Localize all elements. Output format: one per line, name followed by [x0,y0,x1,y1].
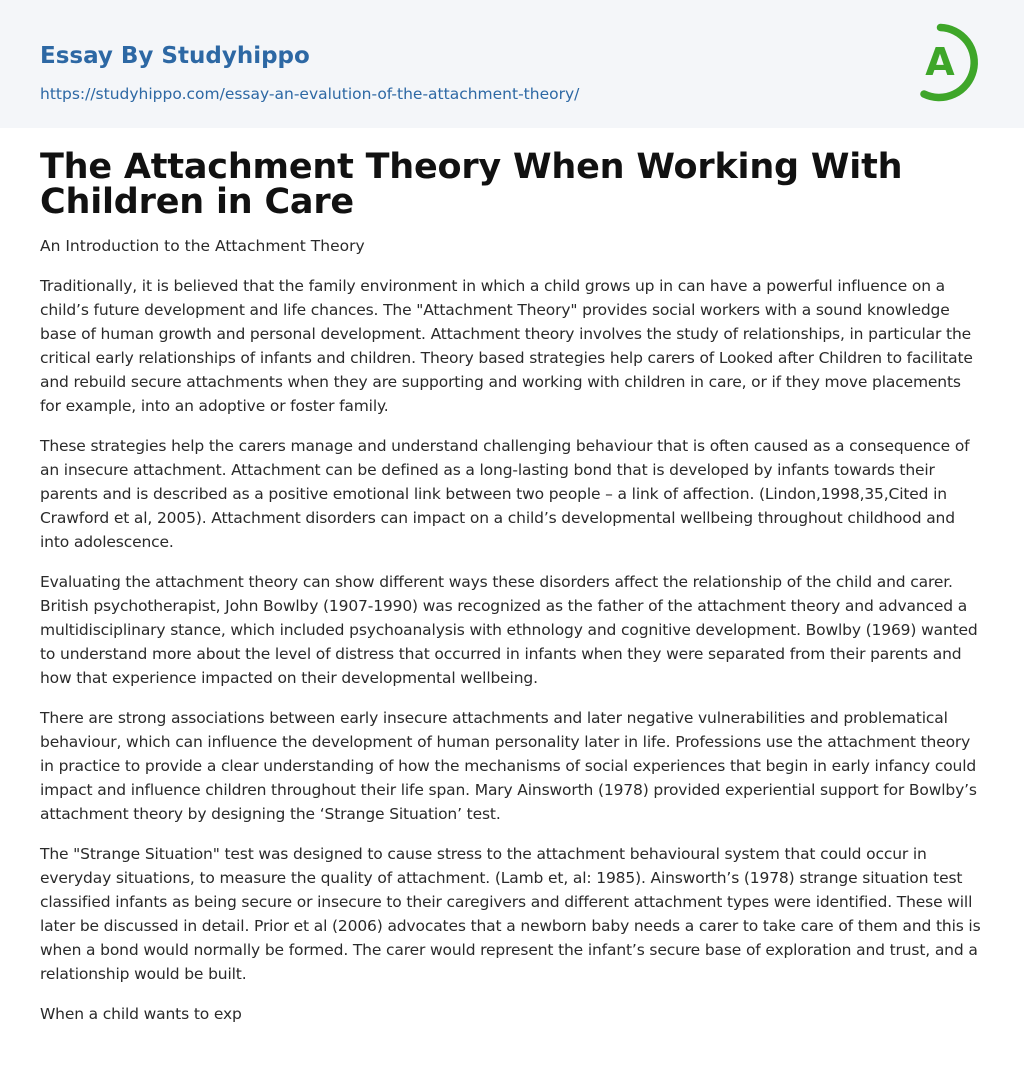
essay-url-link[interactable]: https://studyhippo.com/essay-an-evalution-of-the-attachment-theory/ [40,85,580,103]
paragraph-6-truncated: When a child wants to exp [40,1005,242,1023]
article-title: The Attachment Theory When Working With Children in Care [40,147,903,222]
article-subtitle: An Introduction to the Attachment Theory [40,237,365,255]
paragraph-1: Traditionally, it is believed that the family environment in which a child grows up in can have a powerful influence on a child’s future development and life chances. The "Attachment Theory" provides social workers with a sound knowledge base of human growth and personal development. Attachment theory involves the study of relationships, in particular the critical early relationships of infants and children. Theory based strategies help carers of Looked after Children to facilitate and rebuild secure attachments when they are supporting and working with children in care, or if they move placements for example, into an adoptive or foster family. [40,277,973,415]
paragraph-5: The "Strange Situation" test was designed to cause stress to the attachment behavioural system that could occur in everyday situations, to measure the quality of attachment. (Lamb et, al: 1985). Ainsworth’s (1978) strange situation test classified infants as being secure or insecure to their caregivers and different attachment types were identified. These will later be discussed in detail. Prior et al (2006) advocates that a newborn baby needs a carer to take care of them and this is when a bond would normally be formed. The carer would represent the infant’s secure base of exploration and trust, and a relationship would be built. [40,845,981,983]
logo-letter: A [925,40,955,84]
paragraph-3: Evaluating the attachment theory can show different ways these disorders affect the relationship of the child and carer. British psychotherapist, John Bowlby (1907-1990) was recognized as the father of the attachment theory and advanced a multidisciplinary stance, which included psychoanalysis with ethnology and cognitive development. Bowlby (1969) wanted to understand more about the level of distress that occurred in infants when they were separated from their parents and how that experience impacted on their developmental wellbeing. [40,573,978,687]
site-brand[interactable]: Essay By Studyhippo [40,43,310,69]
paragraph-2: These strategies help the carers manage and understand challenging behaviour that is often caused as a consequence of an insecure attachment. Attachment can be defined as a long-lasting bond that is developed by infants towards their parents and is described as a positive emotional link between two people – a link of affection. (Lindon,1998,35,Cited in Crawford et al, 2005). Attachment disorders can impact on a child’s developmental wellbeing throughout childhood and into adolescence. [40,437,970,551]
paragraph-4: There are strong associations between early insecure attachments and later negative vulnerabilities and problematical behaviour, which can influence the development of human personality later in life. Professions use the attachment theory in practice to provide a clear understanding of how the mechanisms of social experiences that begin in early infancy could impact and influence children throughout their life span. Mary Ainsworth (1978) provided experiential support for Bowlby’s attachment theory by designing the ‘Strange Situation’ test. [40,709,977,823]
article-body [40,274,985,1042]
